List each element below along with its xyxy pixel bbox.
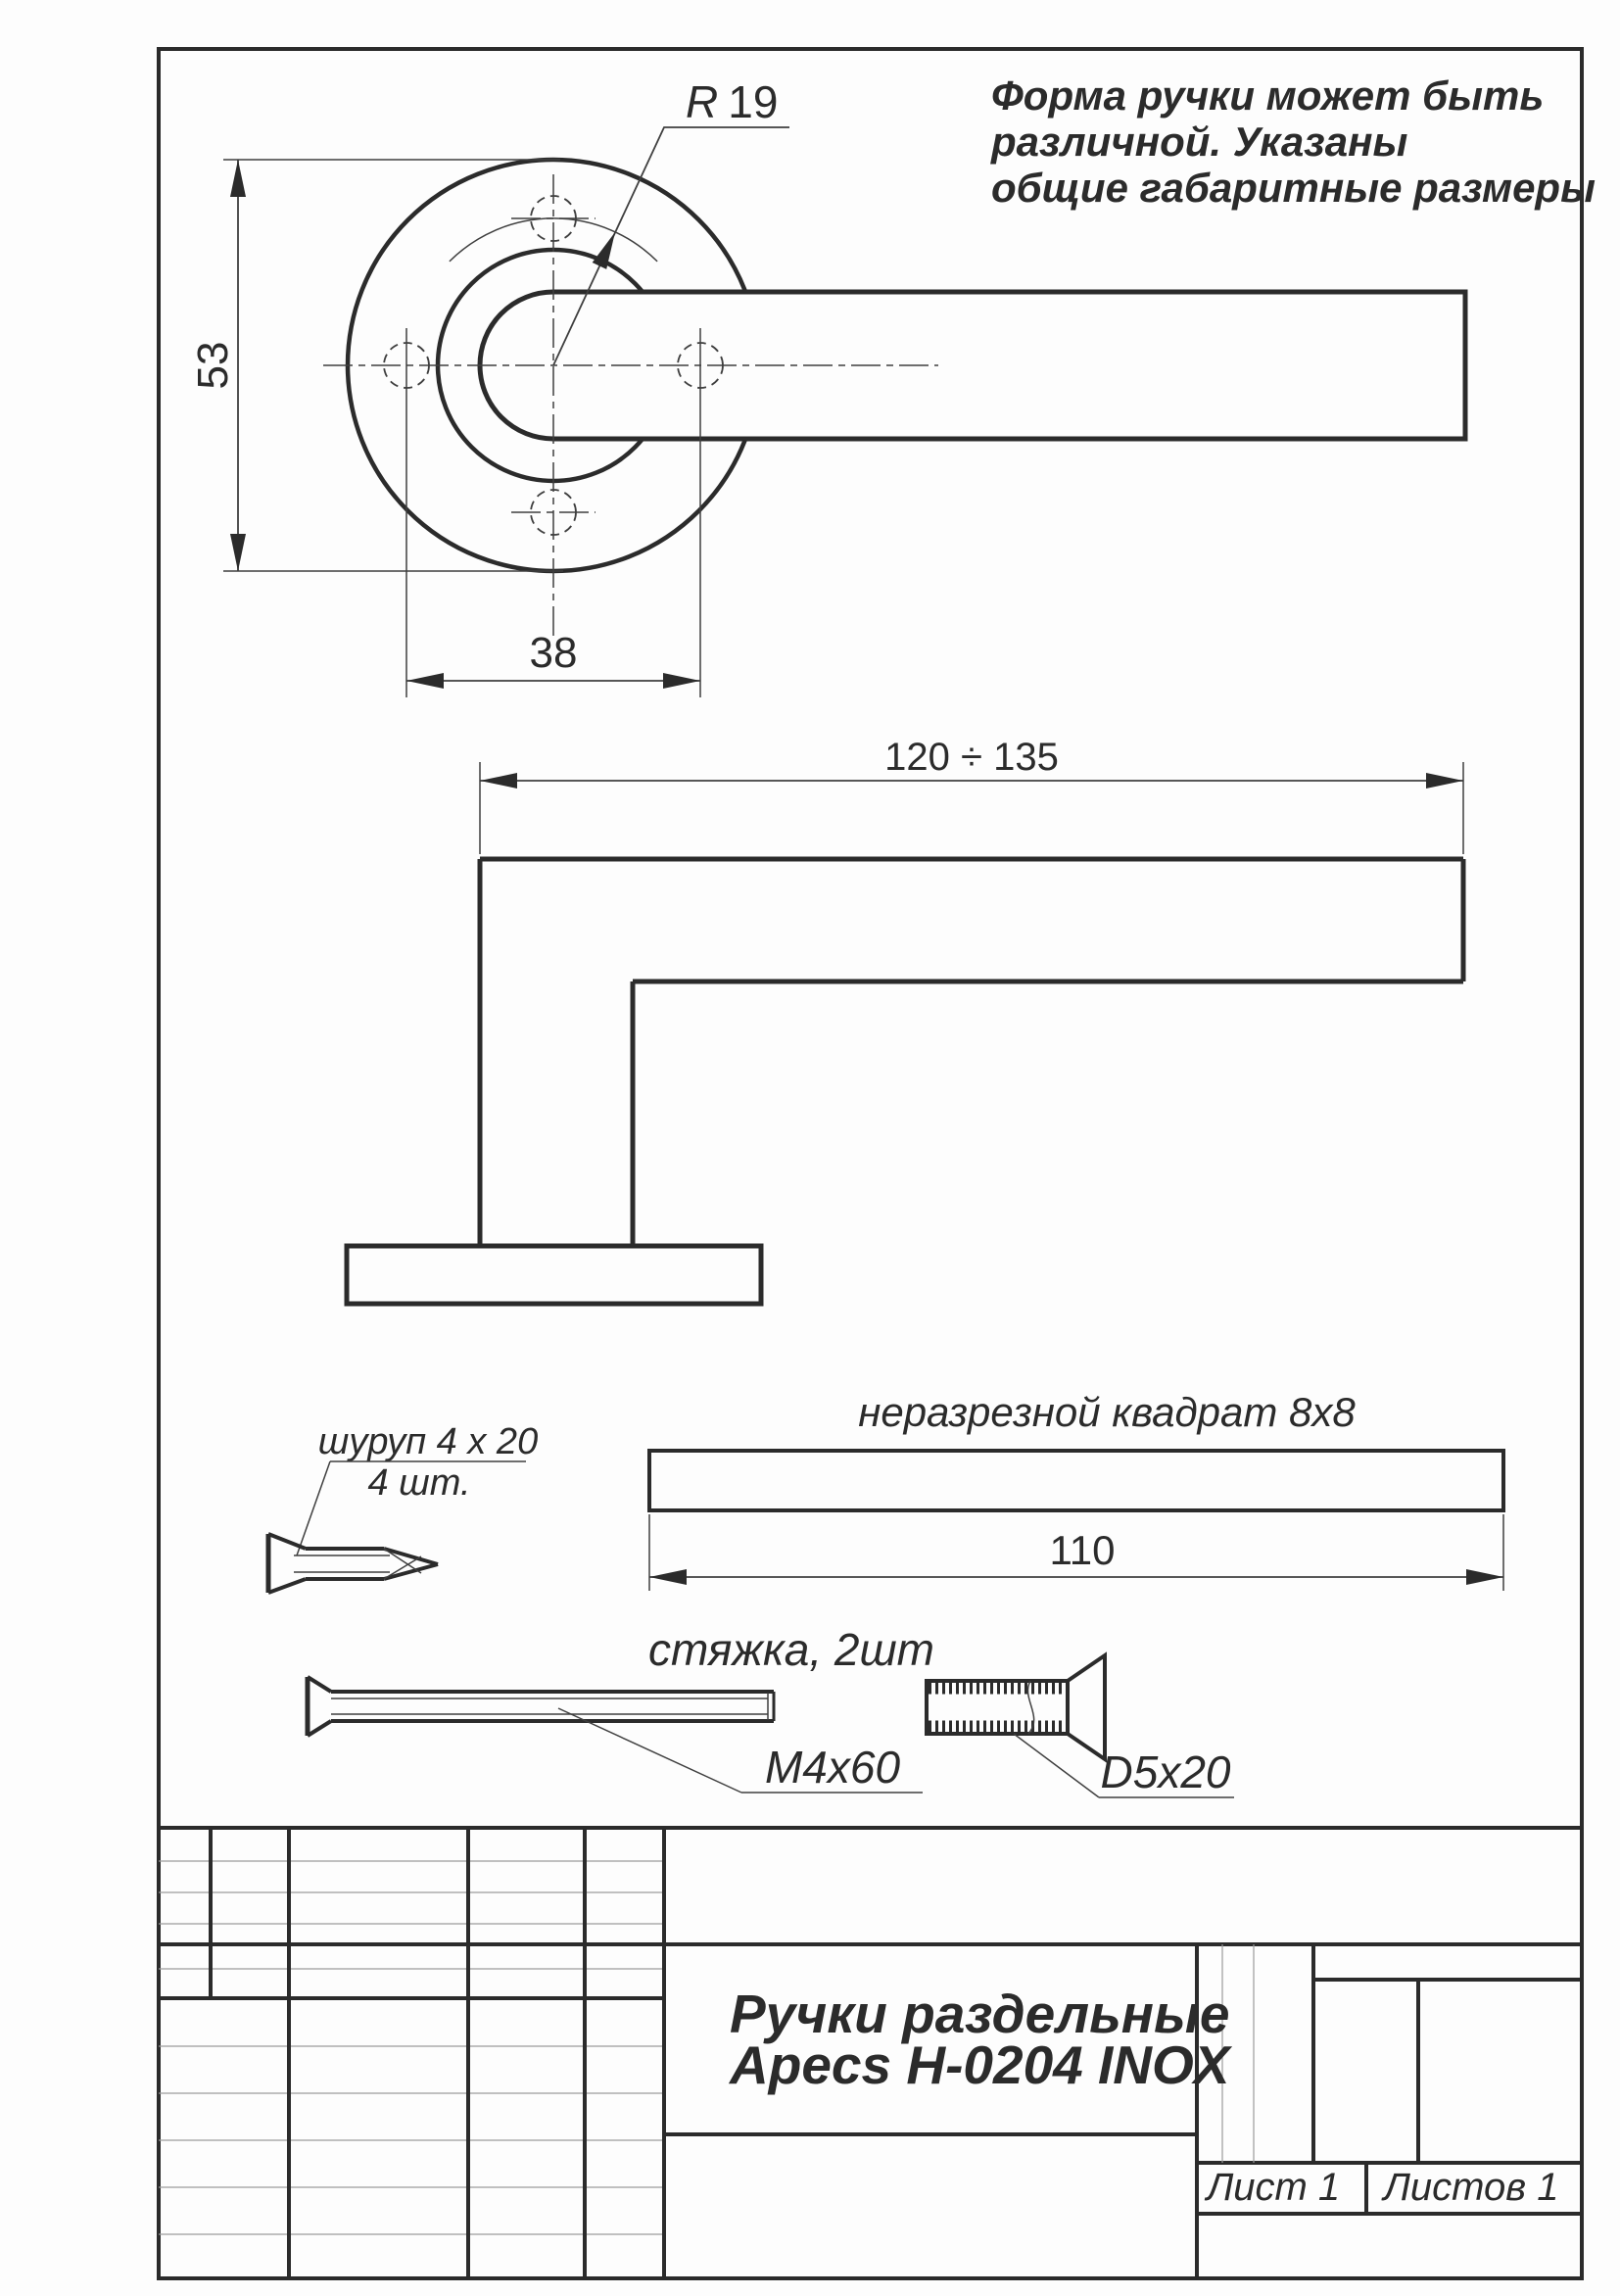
screw-qty-label: 4 шт. <box>367 1462 471 1504</box>
title-block <box>159 1828 1582 2278</box>
square-spindle <box>649 1389 1503 1591</box>
square-bar <box>649 1451 1503 1510</box>
screw <box>268 1421 538 1593</box>
bolt-head-cone-top <box>308 1677 331 1692</box>
dimension-53-value: 53 <box>189 341 237 390</box>
note-line-3: общие габаритные размеры <box>991 165 1596 211</box>
dimension-arrow <box>406 673 444 689</box>
bolt-head-cone-bottom <box>308 1721 331 1736</box>
bolt-m4x60 <box>308 1677 923 1793</box>
leader-line <box>297 1461 330 1555</box>
dimension-arrow <box>230 534 246 571</box>
bolt-label: M4x60 <box>764 1742 901 1793</box>
note-line-1: Форма ручки может быть <box>991 72 1545 119</box>
dimension-arrow <box>1466 1569 1503 1585</box>
screw-label: шуруп 4 x 20 <box>317 1421 539 1462</box>
dimension-length-value: 120 ÷ 135 <box>884 736 1059 779</box>
tie-label: стяжка, 2шт <box>648 1624 934 1675</box>
sleeve-d5x20 <box>927 1655 1234 1797</box>
note <box>990 72 1596 211</box>
square-bar-label: неразрезной квадрат 8x8 <box>858 1389 1356 1435</box>
sleeve-label: D5x20 <box>1100 1746 1231 1797</box>
side-view-handle <box>347 736 1463 1304</box>
screw-head-cone-bottom <box>268 1579 306 1593</box>
top-view-rosette <box>323 160 1465 697</box>
dimension-arrow <box>593 229 623 269</box>
note-line-2: различной. Указаны <box>991 119 1408 165</box>
dimension-38 <box>406 629 700 689</box>
dimension-arrow <box>480 773 517 789</box>
r19-label: R 19 <box>686 76 779 127</box>
tie-hardware <box>308 1624 1234 1797</box>
dimension-38-value: 38 <box>529 629 578 677</box>
dimension-110-value: 110 <box>1049 1527 1116 1573</box>
dimension-arrow <box>649 1569 687 1585</box>
dimension-arrow <box>230 160 246 197</box>
dimension-arrow <box>663 673 700 689</box>
product-name-line-1: Ручки раздельные <box>730 1984 1230 2044</box>
dimension-arrow <box>1426 773 1463 789</box>
rosette-plate-side <box>347 1246 761 1304</box>
sheets-label: Листов 1 <box>1383 2166 1559 2209</box>
screw-shape <box>268 1534 438 1593</box>
screw-head-cone-top <box>268 1534 306 1549</box>
sheet-label: Лист 1 <box>1206 2166 1341 2209</box>
sleeve-head <box>1068 1655 1105 1759</box>
product-name-line-2: Apecs H-0204 INOX <box>730 2034 1230 2095</box>
